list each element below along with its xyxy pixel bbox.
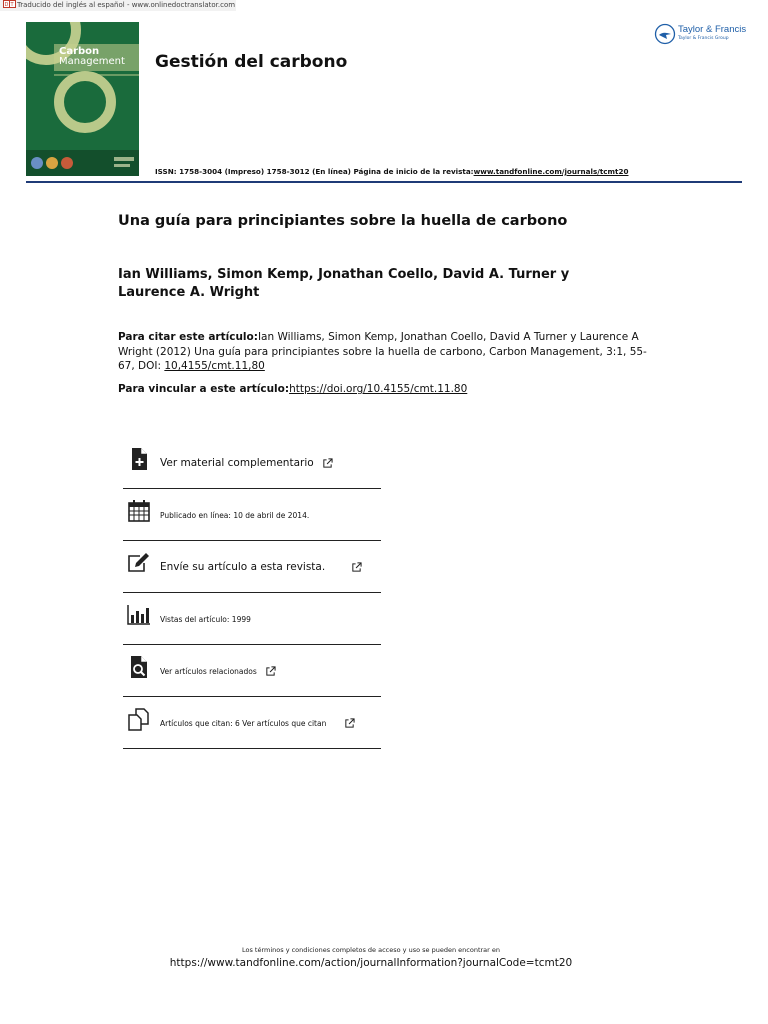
svg-text:T: T [10,2,14,8]
journal-title: Gestión del carbono [155,52,348,72]
info-item-label: Artículos que citan: 6 Ver artículos que citan [160,697,355,749]
cover-title-line2: Management [59,56,125,67]
publisher-logo[interactable] [654,22,749,48]
header-divider [26,181,742,183]
info-item-label: Envíe su artículo a esta revista. [160,541,362,593]
article-link-label: Para vincular a este artículo: [118,383,290,395]
journal-homepage-link[interactable]: www.tandfonline.com/journals/tcmt20 [473,167,629,176]
article-info-list [123,437,381,749]
info-item-label: Vistas del artículo: 1999 [160,614,251,624]
issn-line [155,167,628,176]
citation-label: Para citar este artículo: [118,331,258,343]
terms-notice: Los términos y condiciones completos de acceso y uso se pueden encontrar en [241,946,501,954]
info-item-label: Publicado en línea: 10 de abril de 2014. [160,510,310,520]
article-link-block [118,383,648,395]
bar-chart-icon [127,603,151,627]
document-plus-icon [127,447,151,471]
publisher-name: Taylor & Francis [678,24,747,35]
external-link-icon [322,458,333,469]
terms-link[interactable]: https://www.tandfonline.com/action/journalInformation?journalCode=tcmt20 [169,957,573,969]
translate-icon [3,0,16,8]
citation-block [118,330,648,374]
citation-doi-link[interactable]: 10,4155/cmt.11,80 [164,360,265,372]
svg-text:D: D [4,2,9,8]
publisher-group: Taylor & Francis Group [678,36,729,41]
external-link-icon [351,562,362,573]
publisher-emblem-icon [654,23,676,45]
cover-title-line1: Carbon [59,46,100,57]
edit-icon [127,551,151,575]
external-link-icon [344,718,355,729]
info-item-label: Ver material complementario [160,437,333,489]
submit-article-link[interactable] [123,541,381,593]
related-articles-link[interactable] [123,645,381,697]
journal-cover-image [26,22,139,176]
issn-text: ISSN: 1758-3004 (Impreso) 1758-3012 (En línea) Página de inicio de la revista: [155,167,474,176]
translator-text: Traducido del inglés al español - www.onlinedoctranslator.com [17,1,236,9]
info-item-label: Ver artículos relacionados [160,645,276,697]
supplementary-material-link[interactable] [123,437,381,489]
article-doi-link[interactable]: https://doi.org/10.4155/cmt.11.80 [289,383,468,395]
citing-articles-link[interactable] [123,697,381,749]
article-views-item [123,593,381,645]
external-link-icon [265,666,276,677]
copy-icon [127,707,151,731]
article-authors: Ian Williams, Simon Kemp, Jonathan Coello, David A. Turner y Laurence A. Wright [118,267,570,300]
published-online-item [123,489,381,541]
translator-banner[interactable] [0,0,236,11]
calendar-icon [127,499,151,523]
search-document-icon [127,655,151,679]
article-title: Una guía para principiantes sobre la huella de carbono [118,213,568,229]
citation-text: Ian Williams, Simon Kemp, Jonathan Coello, David A Turner y Laurence A Wright (2012) Una guía para principiantes sobre la huella de carbono, Carbon Management, 3:1, 55-67, DOI: [118,331,647,372]
